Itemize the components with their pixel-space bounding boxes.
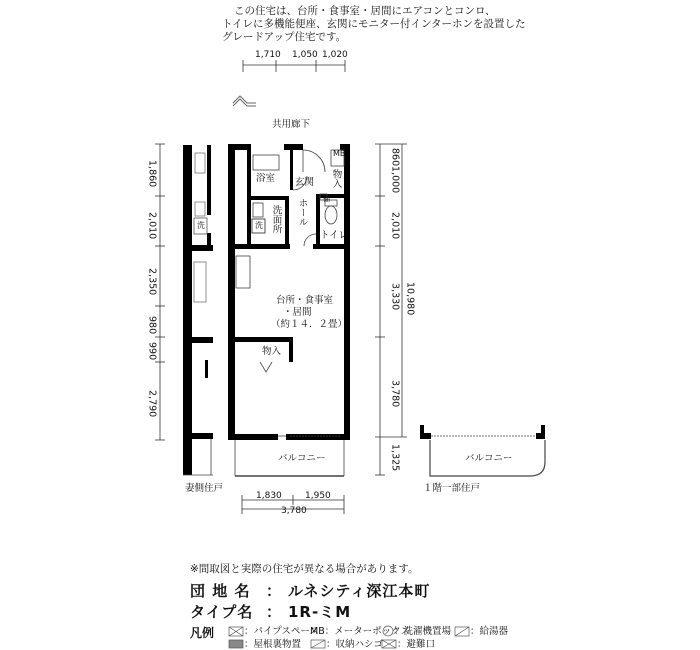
top-dimension-line <box>243 60 345 72</box>
legend-meter-box: MB：メーターボックス <box>310 626 411 637</box>
right-dim-7: 1,325 <box>389 444 401 472</box>
bottom-dim-2: 1,950 <box>305 491 331 501</box>
bottom-dim-1: 1,830 <box>256 491 282 501</box>
room-bath: 浴室 <box>256 173 276 184</box>
right-dim-2: 860 <box>389 148 401 167</box>
corridor-label: 共用廊下 <box>272 119 311 130</box>
left-dim-5: 990 <box>146 342 158 361</box>
wash-mark: 洗 <box>255 221 263 230</box>
alt-balcony-label: バルコニー <box>465 453 513 464</box>
left-dim-3: 2,350 <box>146 268 158 296</box>
room-mono-top: 物入 <box>330 169 342 188</box>
left-dim-2: 2,010 <box>146 212 158 240</box>
left-dim-4: 980 <box>146 316 158 335</box>
room-living-2: ・居間 <box>283 307 312 318</box>
side-unit-walls <box>183 145 213 475</box>
main-unit-walls <box>228 144 350 440</box>
intro-line-2: トイレに多機能便座、玄関にモニター付インターホンを設置した <box>222 18 526 30</box>
intro-line-3: グレードアップ住宅です。 <box>222 31 347 43</box>
left-dim-6: 2,790 <box>146 390 158 418</box>
disclaimer: ※間取図と実際の住宅が異なる場合があります。 <box>190 563 419 575</box>
bottom-dim-total: 3,780 <box>281 506 307 516</box>
legend-water-heater: ：給湯器 <box>470 626 509 637</box>
first-floor-label: １階一部住戸 <box>423 483 481 494</box>
legend-pipe-space: ：パイプスペース <box>244 626 319 637</box>
top-dim-2: 1,050 <box>292 50 318 60</box>
side-unit-label: 妻側住戸 <box>185 483 224 494</box>
top-dim-1: 1,710 <box>255 50 281 60</box>
type-value: 1R-ミM <box>288 603 352 621</box>
legend-ladder: ：収納ハシゴ <box>326 639 384 650</box>
intro-line-1: この住宅は、台所・食事室・居間にエアコンとコンロ、 <box>234 5 496 17</box>
right-dim-5: 10,980 <box>404 282 416 316</box>
legend-title: 凡例 <box>190 626 215 640</box>
right-dim-1: 1,000 <box>389 166 401 194</box>
room-mb: MB <box>333 149 346 158</box>
room-hall: ホール <box>296 198 308 227</box>
room-balcony: バルコニー <box>278 453 326 464</box>
room-tana: 棚 <box>323 195 330 203</box>
right-dim-6: 3,780 <box>389 380 401 408</box>
wash-mark-side: 洗 <box>197 221 205 230</box>
top-dim-3: 1,020 <box>322 50 348 60</box>
first-floor-unit <box>420 425 545 476</box>
legend-attic: ：屋根裏物置 <box>244 639 302 650</box>
room-living-1: 台所・食事室 <box>276 295 334 306</box>
room-storage: 物入 <box>262 346 282 357</box>
type-colon: ： <box>266 603 283 621</box>
type-label: タイプ名 <box>190 603 254 621</box>
left-dim-1: 1,860 <box>146 160 158 188</box>
legend-washer: ：洗濯機置場 <box>394 626 452 637</box>
legend-escape: ：避難口 <box>397 639 436 650</box>
room-toilet: トイレ <box>320 230 349 241</box>
right-dim-3: 2,010 <box>389 212 401 240</box>
room-living-3: （約１４．２畳） <box>271 319 348 330</box>
estate-colon: ： <box>266 582 283 600</box>
right-dim-4: 3,330 <box>389 283 401 311</box>
estate-value: ルネシティ深江本町 <box>288 582 431 600</box>
room-senmen: 洗面所 <box>270 205 282 234</box>
estate-label: 団 地 名 <box>190 582 251 600</box>
room-genkan: 玄関 <box>295 177 315 188</box>
